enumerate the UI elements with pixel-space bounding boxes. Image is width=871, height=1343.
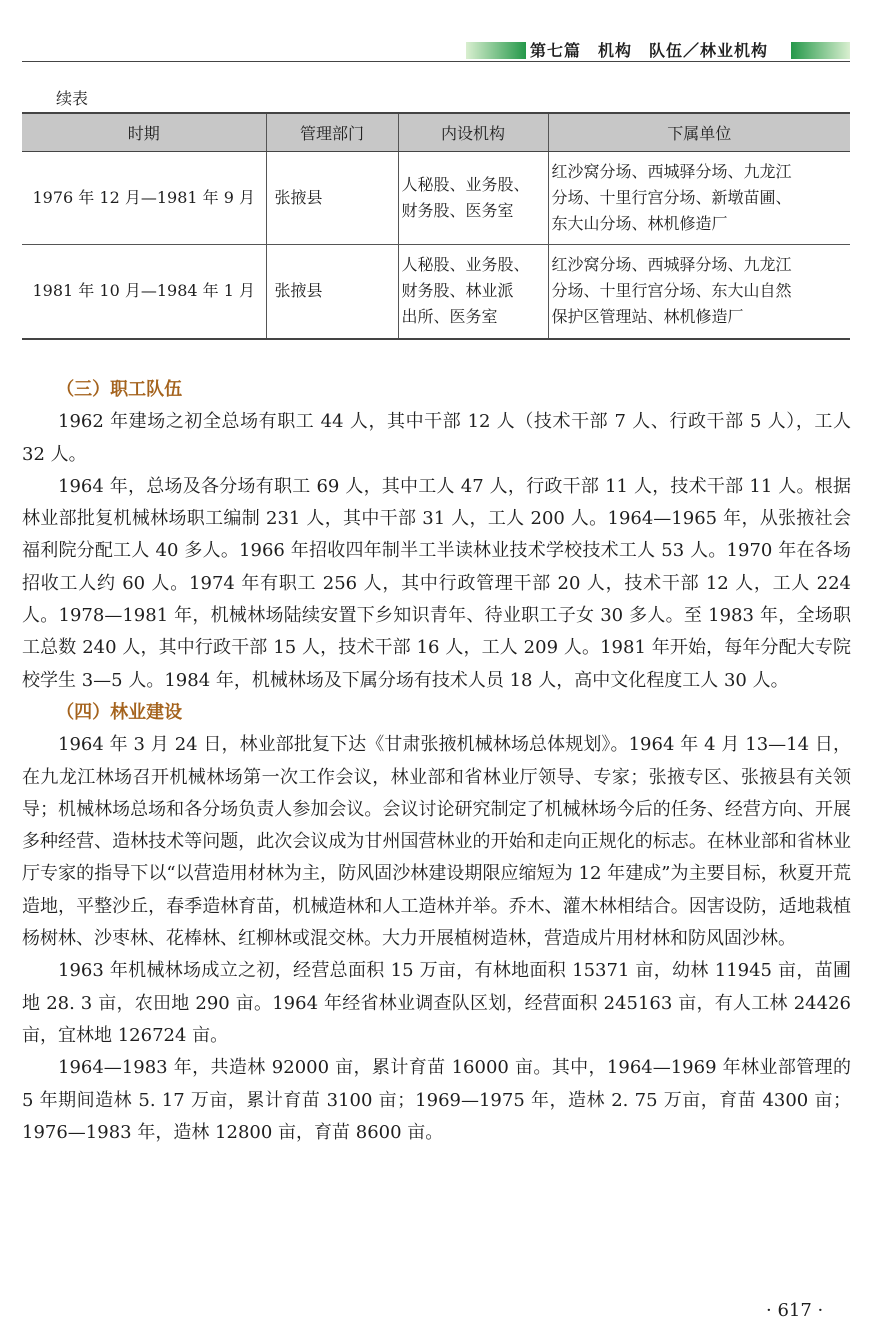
- cell-line: 东大山分场、林机修造厂: [551, 213, 728, 233]
- department-cell: 张掖县: [266, 244, 398, 339]
- column-header: 时期: [22, 113, 266, 151]
- cell-line: 人秘股、业务股、: [401, 255, 530, 275]
- column-header: 下属单位: [548, 113, 850, 151]
- internal-units-cell: [398, 244, 548, 339]
- subordinate-units-cell: [548, 244, 850, 339]
- cell-line: 出所、医务室: [401, 307, 498, 327]
- body-text: [22, 374, 851, 1149]
- cell-line: 保护区管理站、林机修造厂: [551, 307, 744, 327]
- header-decor-bar-left: [466, 42, 526, 59]
- cell-line: 人秘股、业务股、: [401, 174, 530, 194]
- cell-line: 财务股、医务室: [401, 200, 514, 220]
- section-heading: （四）林业建设: [56, 701, 183, 723]
- org-table: [22, 112, 850, 340]
- department-cell: 张掖县: [266, 151, 398, 244]
- table-row: [22, 244, 850, 339]
- page-number: · 617 ·: [766, 1300, 824, 1321]
- period-cell: 1981 年 10 月—1984 年 1 月: [22, 244, 266, 339]
- table-continued-label: 续表: [56, 89, 89, 108]
- cell-line: 分场、十里行宫分场、东大山自然: [551, 281, 792, 301]
- paragraph: 1962 年建场之初全总场有职工 44 人，其中干部 12 人（技术干部 7 人、行政干部 5 人），工人 32 人。: [22, 411, 851, 465]
- paragraph: 1964 年，总场及各分场有职工 69 人，其中工人 47 人，行政干部 11 人，技术干部 11 人。根据林业部批复机械林场职工编制 231 人，其中干部 31 人，工人 200 人。1964—1965 年，从张掖社会福利院分配工人 40 多人。1966 年招收四年制半工半读林业技术学校技术工人 53 人。1970 年在各场招收工人约 60 人。1974 年有职工 256 人，其中行政管理干部 20 人，技术干部 12 人，工人 224 人。1978—1981 年，机械林场陆续安置下乡知识青年、待业职工子女 30 多人。至 1983 年，全场职工总数 240 人，其中行政干部 15 人，技术干部 16 人，工人 209 人。1981 年开始，每年分配大专院校学生 3—5 人。1984 年，机械林场及下属分场有技术人员 18 人，高中文化程度工人 30 人。: [22, 475, 851, 691]
- column-header: 内设机构: [398, 113, 548, 151]
- paragraph: 1964—1983 年，共造林 92000 亩，累计育苗 16000 亩。其中，1964—1969 年林业部管理的 5 年期间造林 5. 17 万亩，累计育苗 3100 亩；1969—1975 年，造林 2. 75 万亩，育苗 4300 亩；1976—1983 年，造林 12800 亩，育苗 8600 亩。: [22, 1057, 851, 1143]
- cell-line: 分场、十里行宫分场、新墩苗圃、: [551, 187, 792, 207]
- header-rule: [22, 61, 850, 62]
- paragraph: 1964 年 3 月 24 日，林业部批复下达《甘肃张掖机械林场总体规划》。1964 年 4 月 13—14 日，在九龙江林场召开机械林场第一次工作会议，林业部和省林业厅领导、专家；张掖专区、张掖县有关领导；机械林场总场和各分场负责人参加会议。会议讨论研究制定了机械林场今后的任务、经营方向、开展多种经营、造林技术等问题，此次会议成为甘州国营林业的开始和走向正规化的标志。在林业部和省林业厅专家的指导下以“以营造用材林为主，防风固沙林建设期限应缩短为 12 年建成”为主要目标，秋夏开荒造地，平整沙丘，春季造林育苗，机械造林和人工造林并举。乔木、灌木林相结合。因害设防，适地栽植杨树林、沙枣林、花棒林、红柳林或混交林。大力开展植树造林，营造成片用材林和防风固沙林。: [22, 734, 851, 950]
- table-header-row: [22, 113, 850, 151]
- cell-line: 红沙窝分场、西城驿分场、九龙江: [551, 255, 792, 275]
- running-header-title: 第七篇 机构 队伍／林业机构: [530, 41, 769, 60]
- period-cell: 1976 年 12 月—1981 年 9 月: [22, 151, 266, 244]
- subordinate-units-cell: [548, 151, 850, 244]
- column-header: 管理部门: [266, 113, 398, 151]
- paragraph: 1963 年机械林场成立之初，经营总面积 15 万亩，有林地面积 15371 亩，幼林 11945 亩，苗圃地 28. 3 亩，农田地 290 亩。1964 年经省林业调查队区划，经营面积 245163 亩，有人工林 24426 亩，宜林地 126724 亩。: [22, 960, 851, 1046]
- cell-line: 红沙窝分场、西城驿分场、九龙江: [551, 161, 792, 181]
- section-heading: （三）职工队伍: [56, 379, 183, 400]
- internal-units-cell: [398, 151, 548, 244]
- cell-line: 财务股、林业派: [401, 281, 514, 301]
- table-row: [22, 151, 850, 244]
- header-decor-bar-right: [791, 42, 850, 59]
